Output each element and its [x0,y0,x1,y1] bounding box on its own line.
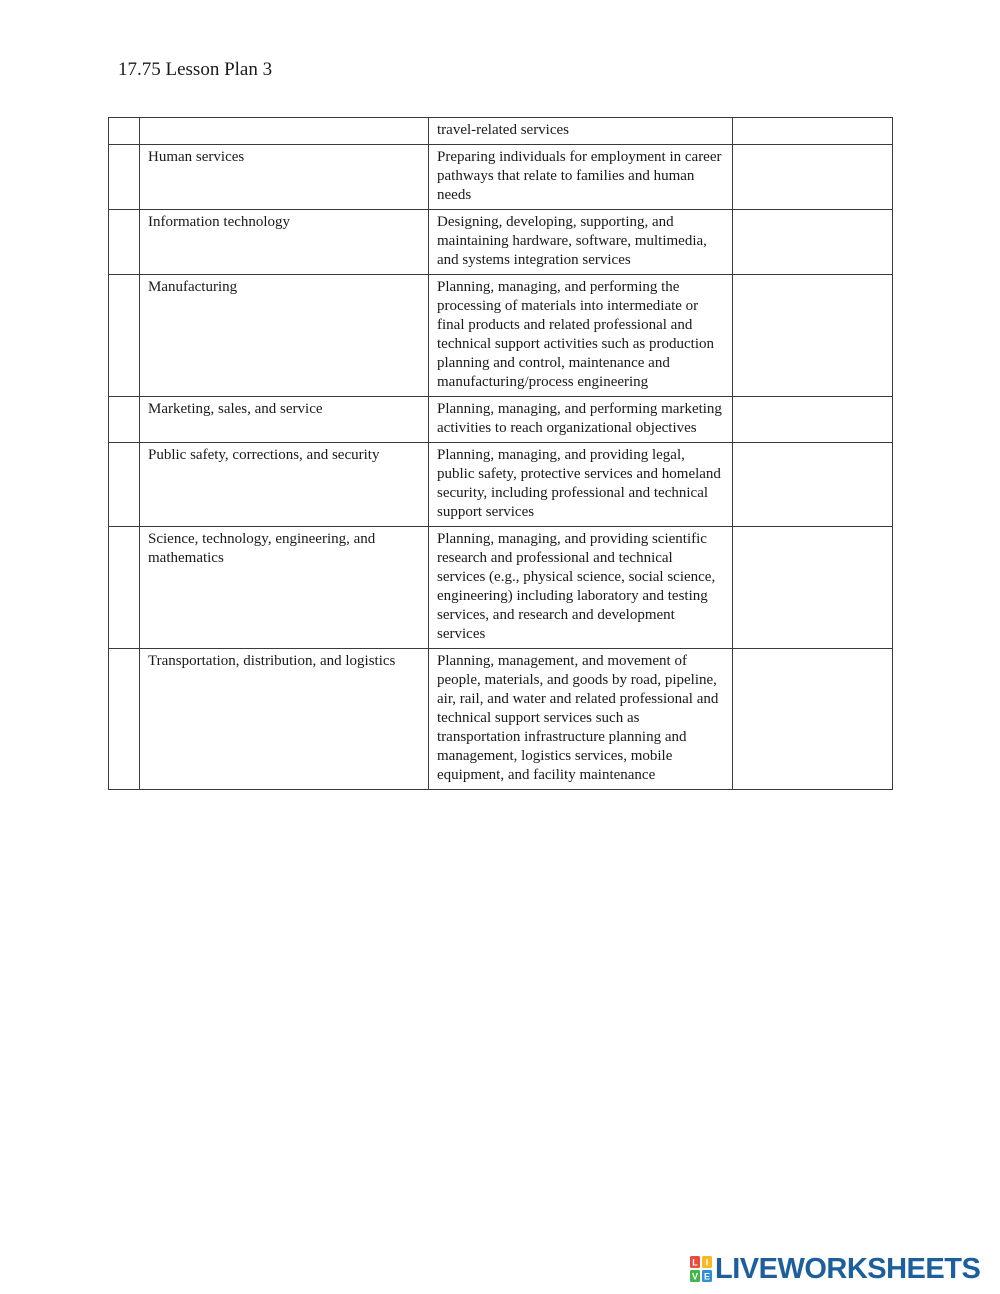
liveworksheets-watermark [690,1252,980,1286]
cluster-cell: Information technology [140,210,429,275]
svg-text:I: I [705,1257,709,1268]
table-row [109,210,893,275]
answer-cell [733,397,893,443]
row-marker-cell [109,210,140,275]
description-cell: Planning, managing, and providing legal, public safety, protective services and homeland security, including professional and technical support services [429,443,733,527]
liveworksheets-brand: LIVEWORKSHEETS [715,1253,981,1285]
cluster-cell: Transportation, distribution, and logistics [140,649,429,790]
description-cell: Planning, managing, and performing marketing activities to reach organizational objectives [429,397,733,443]
page-title: 17.75 Lesson Plan 3 [118,59,273,80]
table-row [109,397,893,443]
table-row [109,649,893,790]
liveworksheets-logo-icon [690,1256,712,1282]
svg-text:V: V [691,1271,699,1282]
row-marker-cell [109,275,140,397]
answer-cell [733,145,893,210]
table-row [109,443,893,527]
row-marker-cell [109,145,140,210]
table-row [109,118,893,145]
table-row [109,275,893,397]
cluster-cell: Public safety, corrections, and security [140,443,429,527]
row-marker-cell [109,527,140,649]
answer-cell [733,527,893,649]
row-marker-cell [109,443,140,527]
description-cell: Designing, developing, supporting, and maintaining hardware, software, multimedia, and systems integration services [429,210,733,275]
cluster-cell: Science, technology, engineering, and mathematics [140,527,429,649]
answer-cell [733,275,893,397]
cluster-cell: Marketing, sales, and service [140,397,429,443]
career-clusters-table [108,117,893,790]
row-marker-cell [109,118,140,145]
answer-cell [733,443,893,527]
description-cell: Planning, management, and movement of people, materials, and goods by road, pipeline, air, rail, and water and related professional and technical support services such as transportation infrastructure planning and management, logistics services, mobile equipment, and facility maintenance [429,649,733,790]
answer-cell [733,210,893,275]
cluster-cell: Manufacturing [140,275,429,397]
row-marker-cell [109,649,140,790]
answer-cell [733,649,893,790]
table-row [109,527,893,649]
table-row [109,145,893,210]
answer-cell [733,118,893,145]
svg-text:L: L [692,1257,698,1268]
cluster-cell: Human services [140,145,429,210]
description-cell: Preparing individuals for employment in career pathways that relate to families and human needs [429,145,733,210]
description-cell: travel-related services [429,118,733,145]
cluster-cell [140,118,429,145]
description-cell: Planning, managing, and providing scientific research and professional and technical services (e.g., physical science, social science, engineering) including laboratory and testing services, and research and development services [429,527,733,649]
svg-text:E: E [703,1271,711,1282]
row-marker-cell [109,397,140,443]
description-cell: Planning, managing, and performing the processing of materials into intermediate or final products and related professional and technical support activities such as production planning and control, maintenance and manufacturing/process engineering [429,275,733,397]
